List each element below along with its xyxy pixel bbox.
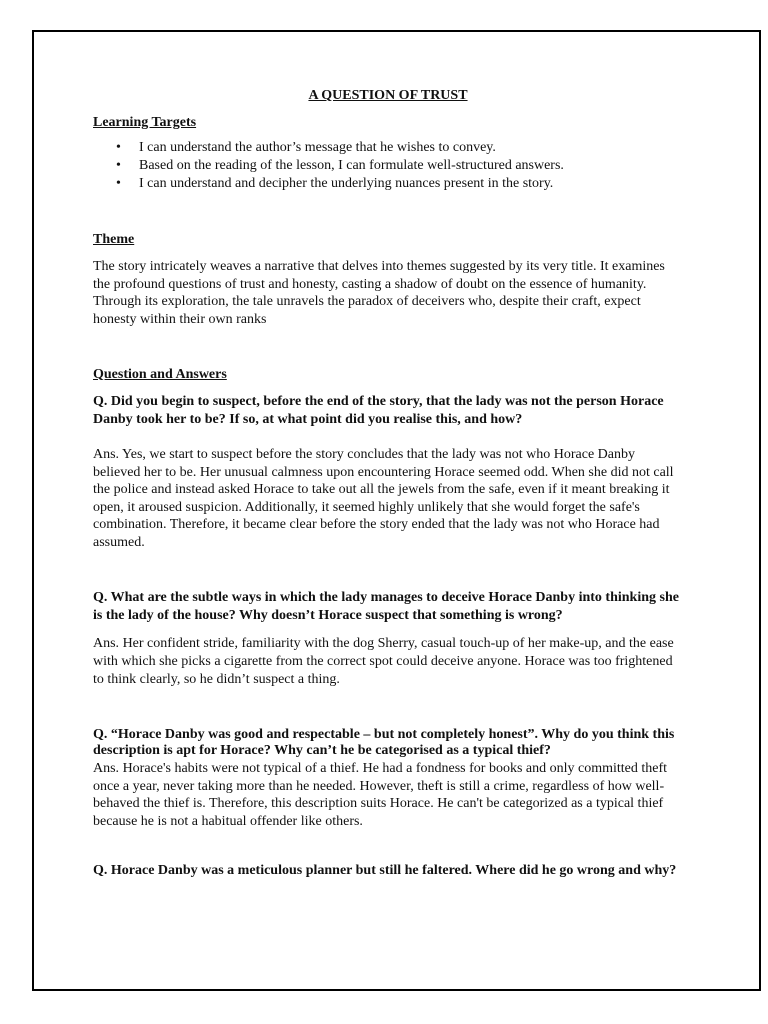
answer-text: Her confident stride, familiarity with the dog Sherry, casual touch-up of her make-up, and the ease with which she picks a cigarette from the correct spot could deceive anyone. Horace was too frightened to think clearly, so he didn’t suspect a thing. (93, 636, 674, 687)
answer-label: Ans. (93, 447, 120, 462)
theme-heading: Theme (93, 232, 135, 247)
question-1: Q. Did you begin to suspect, before the end of the story, that the lady was not the person Horace Danby took her to be? If so, at what point did you realise this, and how? (93, 394, 664, 427)
list-item: • I can understand and decipher the underlying nuances present in the story. (139, 175, 683, 193)
qa-heading: Question and Answers (93, 367, 227, 382)
answer-3 (93, 760, 683, 830)
list-item: • Based on the reading of the lesson, I can formulate well-structured answers. (139, 157, 683, 175)
document-title: A QUESTION OF TRUST (308, 88, 468, 103)
answer-1 (93, 446, 683, 551)
list-item: • I can understand the author’s message that he wishes to convey. (139, 139, 683, 157)
answer-label: Ans. (93, 636, 120, 651)
question-3: Q. “Horace Danby was good and respectable – but not completely honest”. Why do you think this description is apt for Horace? Why can’t he be categorised as a typical thief? (93, 727, 675, 758)
learning-targets-heading: Learning Targets (93, 115, 197, 130)
answer-label: Ans. (93, 761, 120, 776)
answer-2 (93, 635, 683, 689)
answer-text: Yes, we start to suspect before the story concludes that the lady was not who Horace Danby believed her to be. Her unusual calmness upon encountering Horace seemed odd. When she did not call the police and instead asked Horace to take out all the jewels from the safe, even if it meant breaking it open, it aroused suspicion. Additionally, it seemed highly unlikely that she would forget the safe's combination. Therefore, it became clear before the story ended that the lady was not who Horace had assumed. (93, 447, 674, 550)
learning-targets-list (93, 139, 683, 193)
theme-paragraph: The story intricately weaves a narrative that delves into themes suggested by its very title. It examines the profound questions of trust and honesty, casting a shadow of doubt on the essence of humanity. Through its exploration, the tale unravels the paradox of deceivers who, despite their craft, expect honesty within their own ranks (93, 259, 665, 327)
answer-text: Horace's habits were not typical of a thief. He had a fondness for books and only committed theft once a year, never taking more than he needed. However, theft is still a crime, regardless of how well-behaved the thief is. Therefore, this description suits Horace. He can't be categorized as a typical thief because he is not a habitual offender like others. (93, 761, 668, 829)
question-4: Q. Horace Danby was a meticulous planner but still he faltered. Where did he go wrong and why? (93, 863, 677, 878)
question-2: Q. What are the subtle ways in which the lady manages to deceive Horace Danby into thinking she is the lady of the house? Why doesn’t Horace suspect that something is wrong? (93, 590, 679, 623)
document-body (93, 87, 683, 879)
